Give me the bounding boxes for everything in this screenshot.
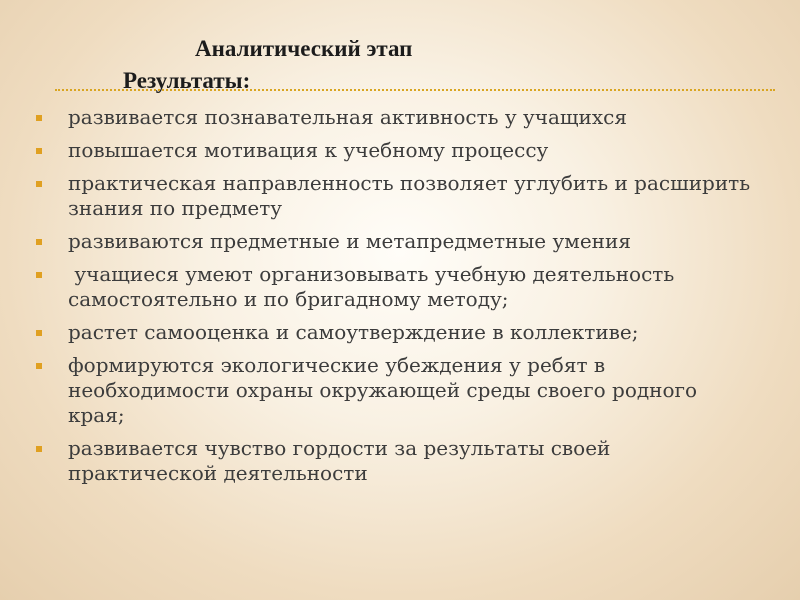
bullet-item [36, 105, 756, 130]
square-bullet-icon [36, 272, 42, 278]
bullet-list [36, 105, 756, 494]
bullet-text: повышается мотивация к учебному процессу [68, 138, 549, 162]
slide-subtitle: Результаты: [123, 68, 251, 93]
bullet-item [36, 353, 756, 428]
square-bullet-icon [36, 115, 42, 121]
bullet-text: развивается познавательная активность у учащихся [68, 105, 627, 129]
square-bullet-icon [36, 148, 42, 154]
square-bullet-icon [36, 330, 42, 336]
bullet-text: учащиеся умеют организовывать учебную деятельность самостоятельно и по бригадному методу; [68, 262, 681, 311]
bullet-item [36, 229, 756, 254]
bullet-item [36, 138, 756, 163]
bullet-text: развиваются предметные и метапредметные умения [68, 229, 631, 253]
square-bullet-icon [36, 181, 42, 187]
bullet-text: практическая направленность позволяет углубить и расширить знания по предмету [68, 171, 751, 220]
bullet-text: развивается чувство гордости за результаты своей практической деятельности [68, 436, 611, 485]
square-bullet-icon [36, 446, 42, 452]
square-bullet-icon [36, 239, 42, 245]
bullet-text: формируются экологические убеждения у ребят в необходимости охраны окружающей среды своего родного края; [68, 353, 698, 427]
bullet-item [36, 262, 756, 312]
slide-title: Аналитический этап [195, 36, 413, 61]
bullet-item [36, 436, 756, 486]
bullet-item [36, 171, 756, 221]
square-bullet-icon [36, 363, 42, 369]
bullet-text: растет самооценка и самоутверждение в коллективе; [68, 320, 639, 344]
title-divider [55, 89, 775, 91]
bullet-item [36, 320, 756, 345]
